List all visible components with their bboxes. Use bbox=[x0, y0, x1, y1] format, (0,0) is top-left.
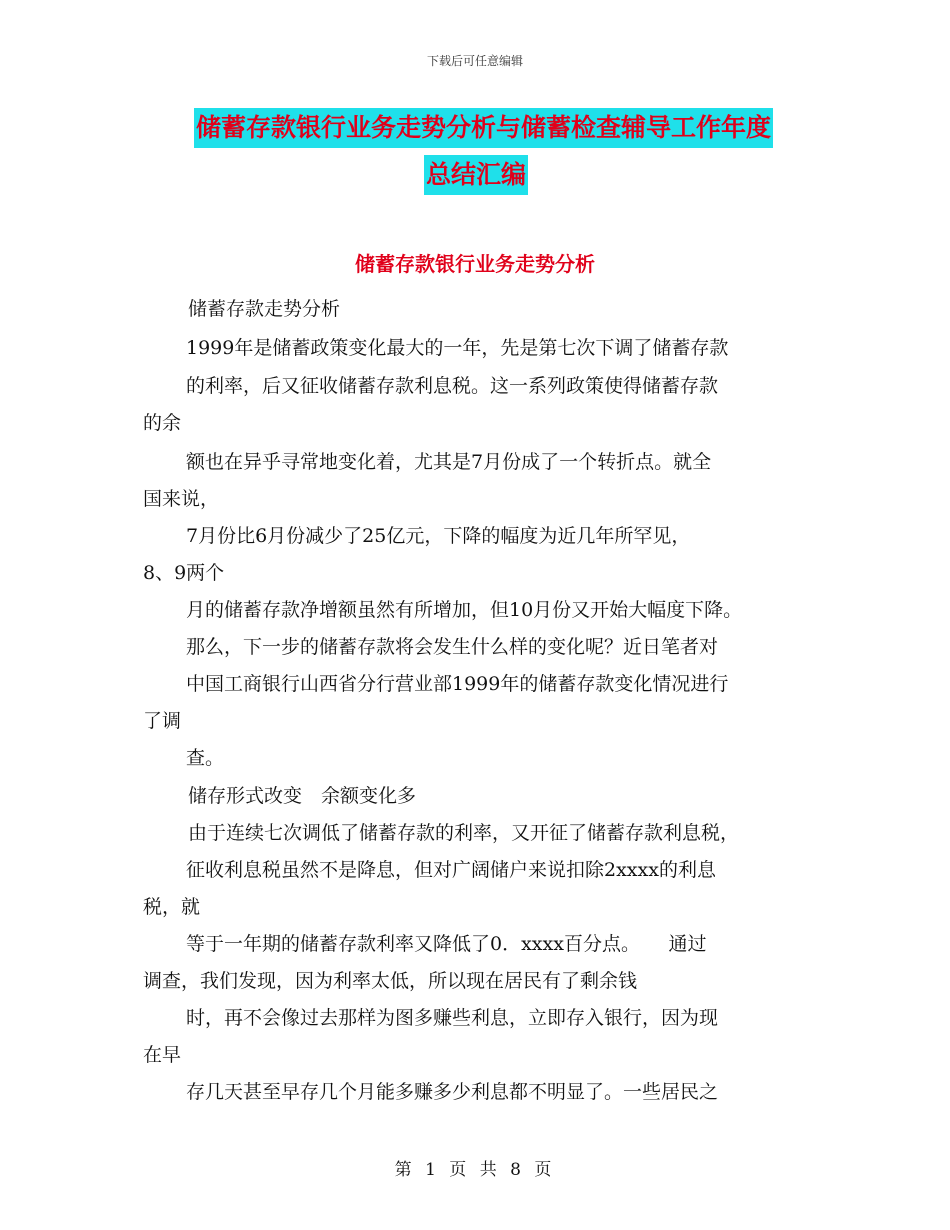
body-line: 在早 bbox=[143, 1044, 182, 1066]
body-line: 存几天甚至早存几个月能多赚多少利息都不明显了。一些居民之 bbox=[186, 1081, 719, 1103]
body-line: 的余 bbox=[143, 412, 182, 434]
section-heading: 储蓄存款银行业务走势分析 bbox=[355, 252, 595, 276]
body-line: 国来说， bbox=[143, 488, 220, 510]
body-line: 的利率，后又征收储蓄存款利息税。这一系列政策使得储蓄存款 bbox=[186, 375, 719, 397]
body-line: 1999年是储蓄政策变化最大的一年，先是第七次下调了储蓄存款 bbox=[186, 337, 729, 359]
body-line: 7月份比6月份减少了25亿元，下降的幅度为近几年所罕见， bbox=[186, 525, 691, 547]
body-line: 额也在异乎寻常地变化着，尤其是7月份成了一个转折点。就全 bbox=[186, 451, 712, 473]
body-line: 由于连续七次调低了储蓄存款的利率，又开征了储蓄存款利息税， bbox=[188, 822, 740, 844]
title-line-1: 储蓄存款银行业务走势分析与储蓄检查辅导工作年度 bbox=[194, 108, 773, 148]
body-line: 中国工商银行山西省分行营业部1999年的储蓄存款变化情况进行 bbox=[186, 673, 729, 695]
body-line: 月的储蓄存款净增额虽然有所增加，但10月份又开始大幅度下降。 bbox=[186, 599, 743, 621]
body-line: 储存形式改变 余额变化多 bbox=[188, 785, 417, 807]
body-line: 征收利息税虽然不是降息，但对广阔储户来说扣除2xxxx的利息 bbox=[186, 859, 716, 881]
body-line: 时，再不会像过去那样为图多赚些利息，立即存入银行，因为现 bbox=[186, 1007, 719, 1029]
body-line: 储蓄存款走势分析 bbox=[188, 298, 341, 320]
body-line: 等于一年期的储蓄存款利率又降低了0．xxxx百分点。 通过 bbox=[186, 933, 707, 955]
title-line-2: 总结汇编 bbox=[424, 155, 528, 195]
header-note: 下载后可任意编辑 bbox=[426, 54, 523, 68]
body-line: 查。 bbox=[186, 747, 225, 769]
body-line: 调查，我们发现，因为利率太低，所以现在居民有了剩余钱 bbox=[143, 970, 638, 992]
body-line: 那么，下一步的储蓄存款将会发生什么样的变化呢？近日笔者对 bbox=[186, 636, 719, 658]
body-line: 了调 bbox=[143, 710, 182, 732]
page-footer: 第 1 页 共 8 页 bbox=[394, 1160, 556, 1180]
body-line: 8、9两个 bbox=[143, 562, 225, 584]
body-line: 税，就 bbox=[143, 896, 201, 918]
